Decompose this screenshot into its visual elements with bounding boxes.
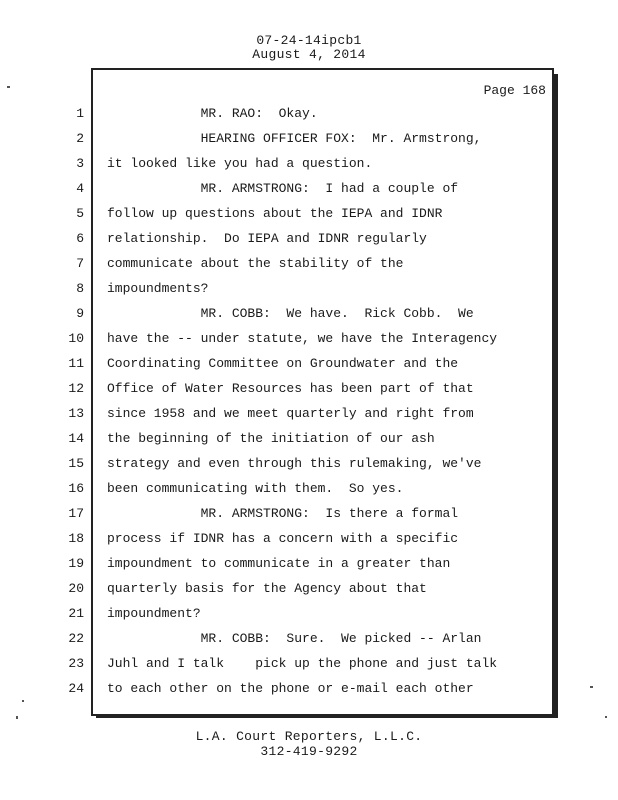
line-number: 16 <box>68 481 84 496</box>
line-number: 21 <box>68 606 84 621</box>
line-number: 7 <box>76 256 84 271</box>
line-text: HEARING OFFICER FOX: Mr. Armstrong, <box>107 131 482 146</box>
line-number: 23 <box>68 656 84 671</box>
header-date: August 4, 2014 <box>252 47 366 62</box>
line-number: 9 <box>76 306 84 321</box>
line-text: to each other on the phone or e-mail each other <box>107 681 474 696</box>
transcript-line <box>0 506 618 526</box>
transcript-line <box>0 456 618 476</box>
line-text: impoundment? <box>107 606 201 621</box>
transcript-line <box>0 481 618 501</box>
line-text: impoundment to communicate in a greater than <box>107 556 451 571</box>
transcript-line <box>0 181 618 201</box>
line-text: MR. RAO: Okay. <box>107 106 318 121</box>
line-text: Office of Water Resources has been part of that <box>107 381 474 396</box>
line-text: have the -- under statute, we have the Interagency <box>107 331 498 346</box>
scan-speck <box>7 86 10 88</box>
scan-speck <box>16 716 18 719</box>
line-text: MR. COBB: Sure. We picked -- Arlan <box>107 631 482 646</box>
line-number: 19 <box>68 556 84 571</box>
line-text: MR. ARMSTRONG: I had a couple of <box>107 181 459 196</box>
line-text: Juhl and I talk pick up the phone and just talk <box>107 656 498 671</box>
transcript-line <box>0 131 618 151</box>
line-text: MR. ARMSTRONG: Is there a formal <box>107 506 459 521</box>
line-number: 20 <box>68 581 84 596</box>
line-text: the beginning of the initiation of our ash <box>107 431 435 446</box>
line-number: 24 <box>68 681 84 696</box>
line-number: 10 <box>68 331 84 346</box>
line-text: quarterly basis for the Agency about that <box>107 581 427 596</box>
transcript-line <box>0 106 618 126</box>
scan-speck <box>605 716 607 718</box>
line-number: 3 <box>76 156 84 171</box>
line-number: 17 <box>68 506 84 521</box>
line-number: 12 <box>68 381 84 396</box>
line-number: 4 <box>76 181 84 196</box>
line-text: MR. COBB: We have. Rick Cobb. We <box>107 306 474 321</box>
line-number: 18 <box>68 531 84 546</box>
line-text: strategy and even through this rulemaking, we've <box>107 456 482 471</box>
transcript-line <box>0 681 618 701</box>
footer-company: L.A. Court Reporters, L.L.C. <box>195 729 423 744</box>
line-number: 8 <box>76 281 84 296</box>
line-number: 22 <box>68 631 84 646</box>
line-number: 11 <box>68 356 84 371</box>
line-text: follow up questions about the IEPA and IDNR <box>107 206 443 221</box>
line-text: process if IDNR has a concern with a specific <box>107 531 459 546</box>
transcript-line <box>0 631 618 651</box>
line-text: been communicating with them. So yes. <box>107 481 404 496</box>
line-text: impoundments? <box>107 281 209 296</box>
transcript-line <box>0 331 618 351</box>
line-number: 6 <box>76 231 84 246</box>
transcript-line <box>0 231 618 251</box>
transcript-line <box>0 431 618 451</box>
scan-speck <box>590 686 593 688</box>
line-text: communicate about the stability of the <box>107 256 404 271</box>
transcript-line <box>0 356 618 376</box>
transcript-line <box>0 281 618 301</box>
line-text: since 1958 and we meet quarterly and right from <box>107 406 474 421</box>
line-text: Coordinating Committee on Groundwater and the <box>107 356 459 371</box>
page-number: Page 168 <box>483 83 546 98</box>
transcript-line <box>0 156 618 176</box>
line-number: 13 <box>68 406 84 421</box>
line-number: 2 <box>76 131 84 146</box>
transcript-line <box>0 606 618 626</box>
transcript-line <box>0 206 618 226</box>
line-number: 14 <box>68 431 84 446</box>
transcript-line <box>0 656 618 676</box>
transcript-line <box>0 256 618 276</box>
line-number: 5 <box>76 206 84 221</box>
file-id: 07-24-14ipcb1 <box>256 33 362 48</box>
line-number: 1 <box>76 106 84 121</box>
transcript-line <box>0 581 618 601</box>
footer-phone: 312-419-9292 <box>260 744 358 759</box>
transcript-line <box>0 381 618 401</box>
line-number: 15 <box>68 456 84 471</box>
transcript-line <box>0 406 618 426</box>
line-text: it looked like you had a question. <box>107 156 373 171</box>
scan-speck <box>22 700 24 702</box>
transcript-line <box>0 556 618 576</box>
transcript-line <box>0 531 618 551</box>
line-text: relationship. Do IEPA and IDNR regularly <box>107 231 427 246</box>
transcript-line <box>0 306 618 326</box>
